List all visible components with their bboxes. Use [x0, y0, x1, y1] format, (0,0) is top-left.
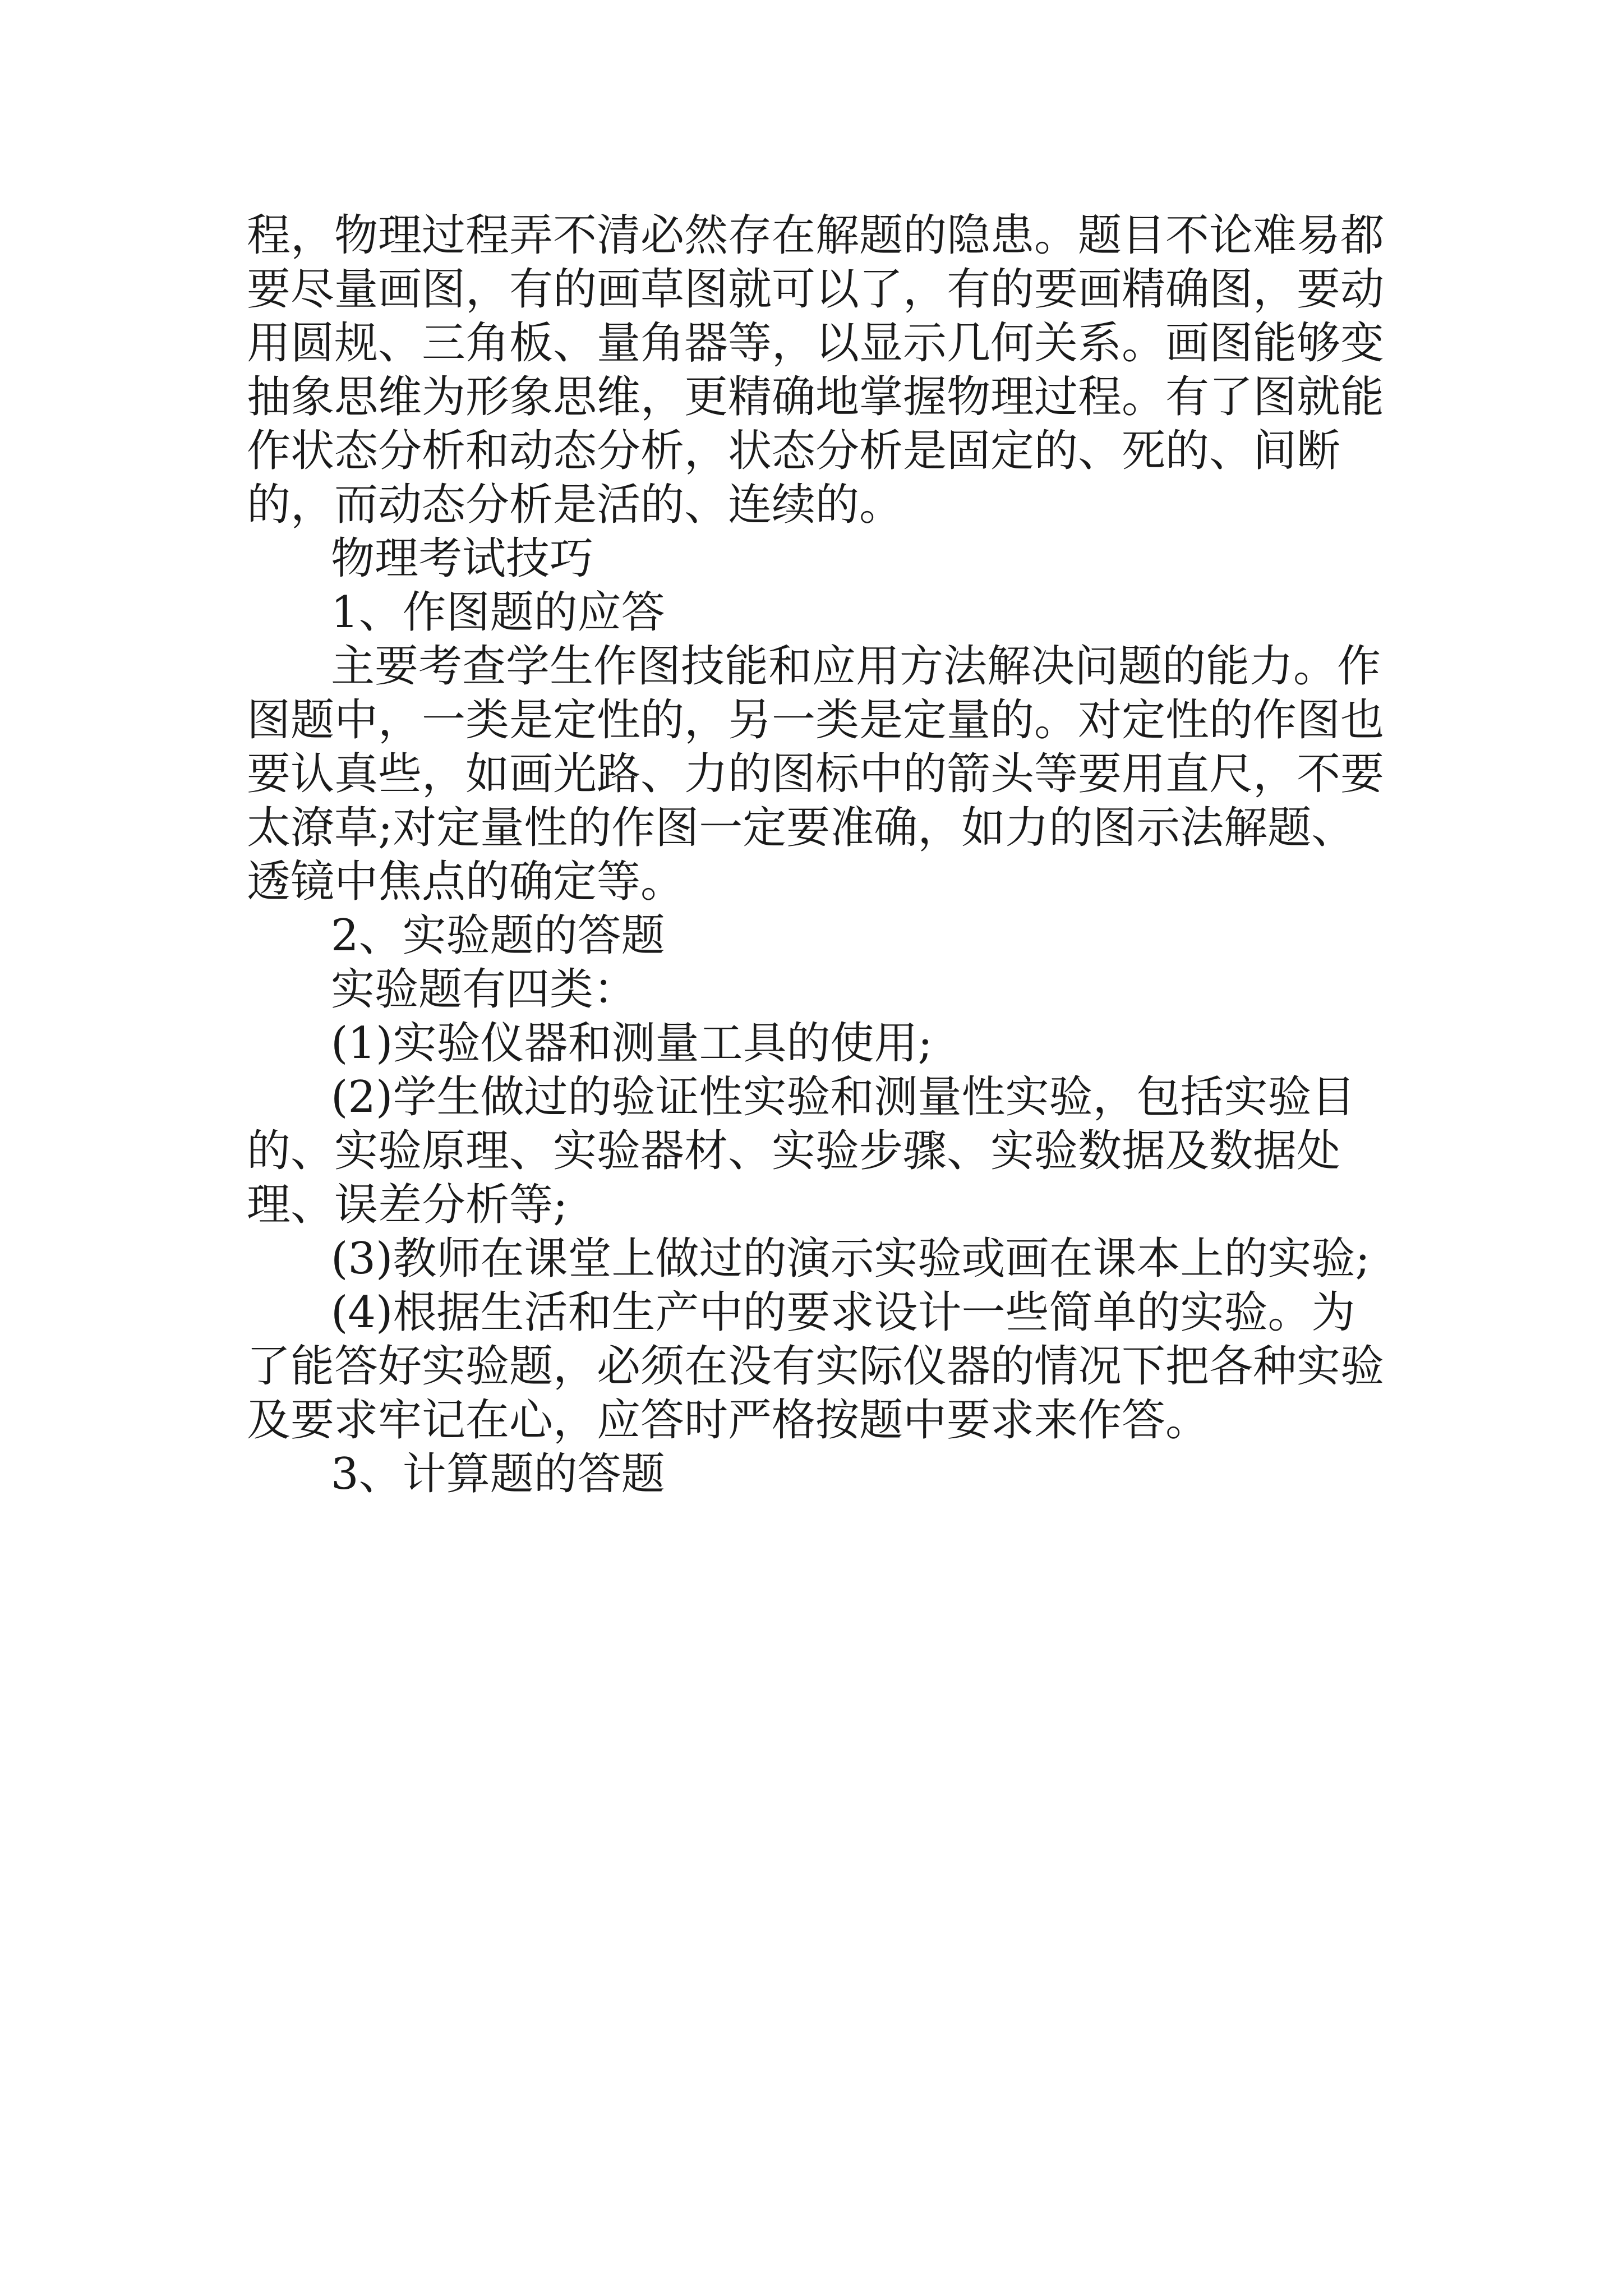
subsection-heading: 3、计算题的答题 [331, 1449, 665, 1499]
paragraph: 实验题有四类： [331, 964, 638, 1015]
paragraph: 主要考查学生作图技能和应用方法解决问题的能力。作图题中，一类是定性的，另一类是定量的。对定性的作图也要认真些，如画光路、力的图标中的箭头等要用直尺，不要太潦草;对定量性的作图一定要准确，如力的图示法解题、透镜中焦点的确定等。 [247, 641, 1385, 907]
subsection-heading: 1、作图题的应答 [331, 587, 665, 638]
paragraph: 程，物理过程弄不清必然存在解题的隐患。题目不论难易都要尽量画图，有的画草图就可以了，有的要画精确图，要动用圆规、三角板、量角器等，以显示几何关系。画图能够变抽象思维为形象思维，更精确地掌握物理过程。有了图就能作状态分析和动态分析，状态分析是固定的、死的、间断的，而动态分析是活的、连续的。 [247, 210, 1385, 530]
list-item: (2)学生做过的验证性实验和测量性实验，包括实验目的、实验原理、实验器材、实验步骤、实验数据及数据处理、误差分析等; [247, 1072, 1355, 1230]
list-item: (4)根据生活和生产中的要求设计一些简单的实验。为了能答好实验题，必须在没有实际仪器的情况下把各种实验及要求牢记在心，应答时严格按题中要求来作答。 [247, 1287, 1385, 1446]
section-heading: 物理考试技巧 [331, 533, 594, 584]
subsection-heading: 2、实验题的答题 [331, 910, 665, 961]
list-item: (3)教师在课堂上做过的演示实验或画在课本上的实验; [331, 1234, 1370, 1284]
document-body [247, 209, 1385, 1501]
list-item: (1)实验仪器和测量工具的使用; [331, 1018, 933, 1069]
